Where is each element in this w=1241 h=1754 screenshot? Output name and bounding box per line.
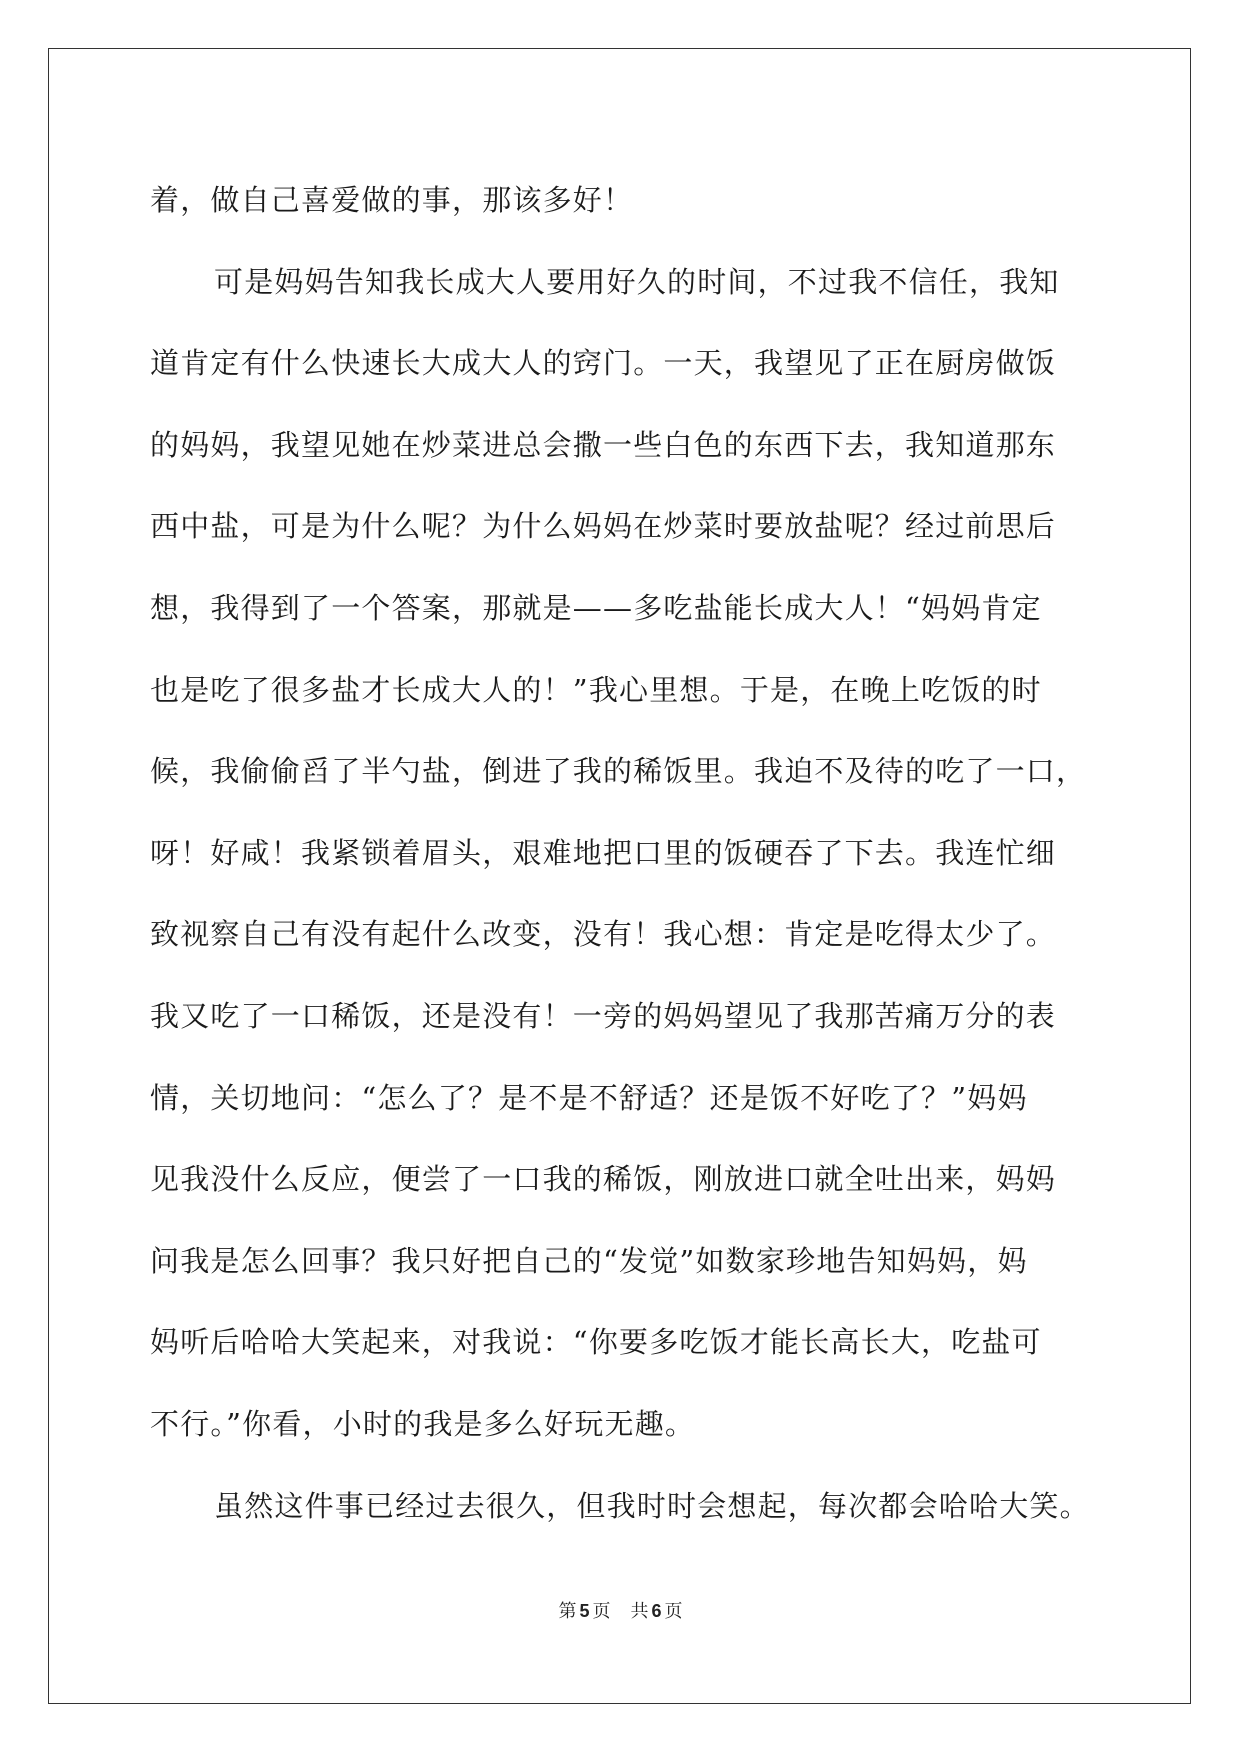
current-page-number: 5 [579, 1601, 590, 1621]
text-line: 也是吃了很多盐才长成大人的！”我心里想。于是，在晚上吃饭的时 [150, 672, 1042, 707]
page-suffix: 页 [592, 1601, 611, 1622]
text-line: 候，我偷偷舀了半勺盐，倒进了我的稀饭里。我迫不及待的吃了一口， [150, 754, 1087, 789]
text-line: 的妈妈，我望见她在炒菜进总会撒一些白色的东西下去，我知道那东 [150, 427, 1057, 462]
text-line-paragraph-start: 可是妈妈告知我长成大人要用好久的时间，不过我不信任，我知 [214, 264, 1060, 299]
text-line: 问我是怎么回事？我只好把自己的“发觉”如数家珍地告知妈妈，妈 [150, 1243, 1028, 1278]
text-line: 想，我得到了一个答案，那就是——多吃盐能长成大人！“妈妈肯定 [150, 590, 1042, 625]
text-line: 不行。”你看，小时的我是多么好玩无趣。 [150, 1406, 696, 1441]
text-line: 情，关切地问：“怎么了？是不是不舒适？还是饭不好吃了？”妈妈 [150, 1080, 1028, 1115]
total-suffix: 页 [664, 1601, 683, 1622]
text-line: 致视察自己有没有起什么改变，没有！我心想：肯定是吃得太少了。 [150, 917, 1057, 952]
text-line: 道肯定有什么快速长大成大人的窍门。一天，我望见了正在厨房做饭 [150, 346, 1057, 381]
document-body [150, 160, 1090, 1547]
page-prefix: 第 [558, 1601, 577, 1622]
total-prefix: 共 [630, 1601, 649, 1622]
text-line-paragraph-start: 虽然这件事已经过去很久，但我时时会想起，每次都会哈哈大笑。 [214, 1488, 1090, 1523]
text-line: 着，做自己喜爱做的事，那该多好！ [150, 183, 634, 217]
text-line: 西中盐，可是为什么呢？为什么妈妈在炒菜时要放盐呢？经过前思后 [150, 509, 1057, 544]
total-page-count: 6 [651, 1601, 662, 1621]
text-line: 我又吃了一口稀饭，还是没有！一旁的妈妈望见了我那苦痛万分的表 [150, 998, 1057, 1033]
text-line: 呀！好咸！我紧锁着眉头，艰难地把口里的饭硬吞了下去。我连忙细 [150, 835, 1057, 870]
text-line: 见我没什么反应，便尝了一口我的稀饭，刚放进口就全吐出来，妈妈 [150, 1162, 1057, 1197]
page-footer [0, 1597, 1241, 1623]
text-line: 妈听后哈哈大笑起来，对我说：“你要多吃饭才能长高长大，吃盐可 [150, 1325, 1042, 1360]
